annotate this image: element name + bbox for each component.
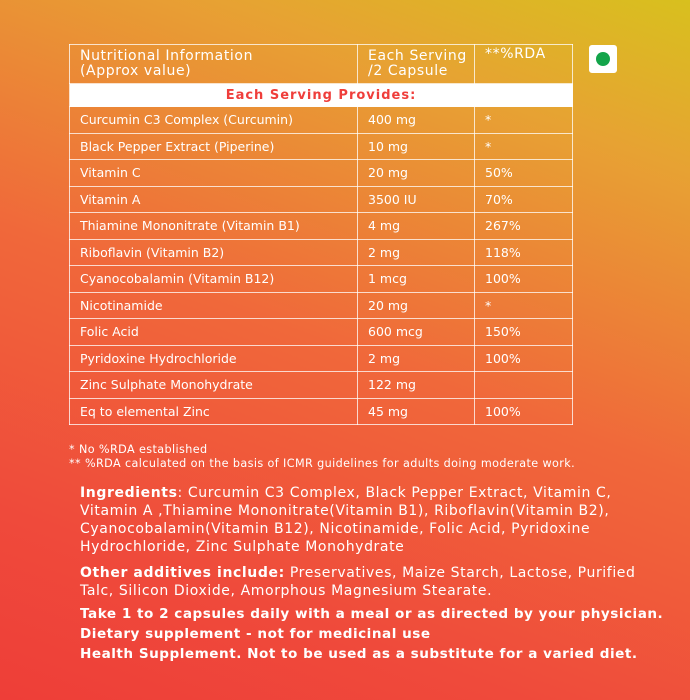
nutrient-rda: 267%: [475, 213, 573, 240]
nutrient-amount: 2 mg: [358, 239, 475, 266]
health-supplement-notice: Health Supplement. Not to be used as a substitute for a varied diet.: [80, 646, 638, 662]
header-col3: **%RDA: [485, 46, 546, 62]
nutrient-rda: 118%: [475, 239, 573, 266]
table-row: [70, 213, 573, 240]
nutrient-name: Folic Acid: [70, 319, 358, 346]
nutrient-name: Pyridoxine Hydrochloride: [70, 345, 358, 372]
nutrient-name: Black Pepper Extract (Piperine): [70, 133, 358, 160]
table-row: [70, 292, 573, 319]
table-row: [70, 239, 573, 266]
nutrient-rda: 100%: [475, 266, 573, 293]
ingredients-text: : Curcumin C3 Complex, Black Pepper Extract, Vitamin C, Vitamin A ,Thiamine Mononitrate(Vitamin B1), Riboflavin(Vitamin B2), Cyanocobalamin(Vitamin B12), Nicotinamide, Folic Acid, Pyridoxine Hydrochloride, Zinc Sulphate Monohydrate: [80, 485, 612, 555]
nutrient-amount: 1 mcg: [358, 266, 475, 293]
vegetarian-mark-icon: [589, 45, 617, 73]
header-each-serving: [358, 45, 475, 84]
table-row: [70, 345, 573, 372]
header-col2-line1: Each Serving: [368, 48, 467, 64]
table-row: [70, 186, 573, 213]
additives-text: Preservatives, Maize Starch, Lactose, Purified Talc, Silicon Dioxide, Amorphous Magnesium Stearate.: [80, 565, 636, 599]
table-header-row: [70, 45, 573, 84]
nutrient-amount: 2 mg: [358, 345, 475, 372]
ingredients-label: Ingredients: [80, 485, 178, 501]
nutrient-name: Vitamin A: [70, 186, 358, 213]
nutrient-rda: *: [475, 107, 573, 134]
header-col1-line1: Nutritional Information: [80, 48, 254, 64]
directions-section: [80, 604, 664, 664]
nutrient-rda: *: [475, 133, 573, 160]
table-row: [70, 372, 573, 399]
header-nutritional-information: [70, 45, 358, 84]
nutrient-rda: 150%: [475, 319, 573, 346]
nutrient-rda: [475, 372, 573, 399]
table-row: [70, 133, 573, 160]
header-rda: [475, 45, 573, 84]
nutrient-name: Cyanocobalamin (Vitamin B12): [70, 266, 358, 293]
nutrient-name: Riboflavin (Vitamin B2): [70, 239, 358, 266]
nutrient-rda: 100%: [475, 345, 573, 372]
dosage-direction: Take 1 to 2 capsules daily with a meal or as directed by your physician.: [80, 606, 664, 622]
nutrient-rda: 100%: [475, 398, 573, 425]
serving-band: Each Serving Provides:: [70, 84, 573, 107]
nutrient-amount: 600 mcg: [358, 319, 475, 346]
nutrient-name: Curcumin C3 Complex (Curcumin): [70, 107, 358, 134]
nutrient-amount: 3500 IU: [358, 186, 475, 213]
nutrient-amount: 10 mg: [358, 133, 475, 160]
nutrient-name: Nicotinamide: [70, 292, 358, 319]
nutrient-amount: 45 mg: [358, 398, 475, 425]
nutrient-amount: 400 mg: [358, 107, 475, 134]
additives-label: Other additives include:: [80, 565, 285, 581]
nutrient-rda: 50%: [475, 160, 573, 187]
nutrient-amount: 122 mg: [358, 372, 475, 399]
table-row: [70, 398, 573, 425]
vegetarian-dot: [596, 52, 610, 66]
nutrient-amount: 4 mg: [358, 213, 475, 240]
nutrient-name: Vitamin C: [70, 160, 358, 187]
table-row: [70, 319, 573, 346]
serving-band-row: [70, 84, 573, 107]
nutrition-table: [69, 44, 573, 425]
footnote-icmr: ** %RDA calculated on the basis of ICMR guidelines for adults doing moderate work.: [69, 457, 576, 470]
nutrient-rda: *: [475, 292, 573, 319]
footnotes: [69, 443, 575, 471]
table-row: [70, 107, 573, 134]
nutrient-rda: 70%: [475, 186, 573, 213]
ingredients-section: [80, 484, 640, 556]
nutrient-name: Thiamine Mononitrate (Vitamin B1): [70, 213, 358, 240]
header-col1-line2: (Approx value): [80, 63, 192, 79]
header-col2-line2: /2 Capsule: [368, 63, 448, 79]
nutrient-amount: 20 mg: [358, 160, 475, 187]
footnote-no-rda: * No %RDA established: [69, 443, 208, 456]
nutrient-amount: 20 mg: [358, 292, 475, 319]
nutrient-name: Zinc Sulphate Monohydrate: [70, 372, 358, 399]
table-row: [70, 160, 573, 187]
nutrient-name: Eq to elemental Zinc: [70, 398, 358, 425]
additives-section: [80, 564, 640, 600]
table-row: [70, 266, 573, 293]
supplement-notice: Dietary supplement - not for medicinal use: [80, 626, 431, 642]
